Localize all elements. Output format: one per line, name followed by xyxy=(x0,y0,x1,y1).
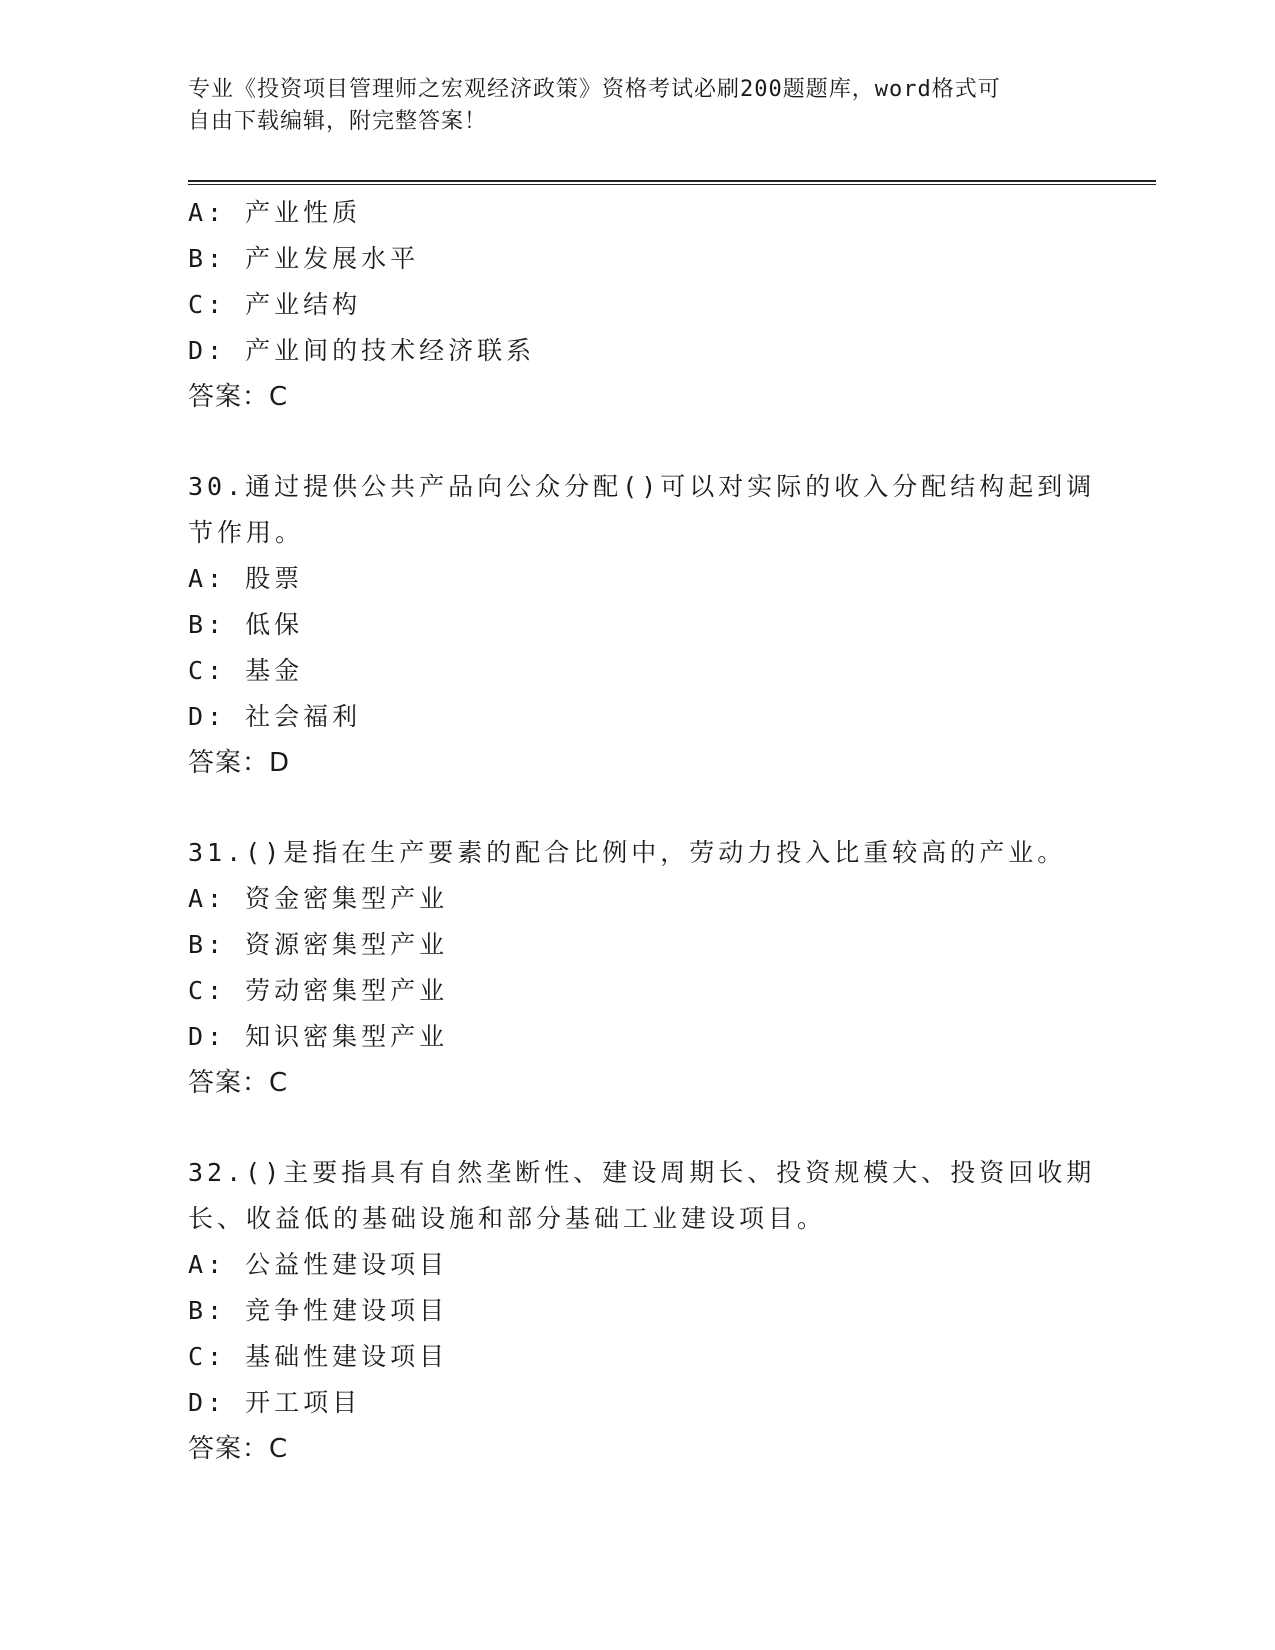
answer-line: 答案：D xyxy=(188,748,291,778)
answer-line: 答案：C xyxy=(188,382,289,412)
answer-line: 答案：C xyxy=(188,1068,289,1098)
option-b: B: 竞争性建设项目 xyxy=(188,1296,449,1325)
question-stem-line-2: 长、收益低的基础设施和部分基础工业建设项目。 xyxy=(188,1204,827,1233)
option-c: C: 基金 xyxy=(188,656,304,685)
option-d: D: 开工项目 xyxy=(188,1388,362,1417)
option-a: A: 公益性建设项目 xyxy=(188,1250,449,1279)
document-header xyxy=(188,74,1088,138)
option-c: C: 劳动密集型产业 xyxy=(188,976,449,1005)
option-b: B: 资源密集型产业 xyxy=(188,930,449,959)
option-a: A: 股票 xyxy=(188,564,304,593)
question-list xyxy=(188,190,1096,1472)
question-stem-line-1: 30.通过提供公共产品向公众分配()可以对实际的收入分配结构起到调 xyxy=(188,472,1096,501)
question-stem-line-1: 32.()主要指具有自然垄断性、建设周期长、投资规模大、投资回收期 xyxy=(188,1158,1096,1187)
question-stem-line-1: 31.()是指在生产要素的配合比例中，劳动力投入比重较高的产业。 xyxy=(188,838,1067,867)
question-block-29 xyxy=(188,190,1088,420)
option-a: A: 资金密集型产业 xyxy=(188,884,449,913)
option-c: C: 产业结构 xyxy=(188,290,362,319)
option-d: D: 知识密集型产业 xyxy=(188,1022,449,1051)
header-divider xyxy=(188,180,1156,185)
option-b: B: 产业发展水平 xyxy=(188,244,420,273)
option-a: A: 产业性质 xyxy=(188,198,362,227)
answer-line: 答案：C xyxy=(188,1434,289,1464)
question-block-31 xyxy=(188,830,1088,1106)
header-line-2: 自由下载编辑，附完整答案！ xyxy=(188,109,488,134)
option-c: C: 基础性建设项目 xyxy=(188,1342,449,1371)
question-block-32 xyxy=(188,1150,1096,1472)
option-b: B: 低保 xyxy=(188,610,304,639)
question-stem-line-2: 节作用。 xyxy=(188,518,305,547)
question-block-30 xyxy=(188,464,1096,786)
option-d: D: 社会福利 xyxy=(188,702,362,731)
header-line-1: 专业《投资项目管理师之宏观经济政策》资格考试必刷200题题库，word格式可 xyxy=(188,77,1001,102)
option-d: D: 产业间的技术经济联系 xyxy=(188,336,536,365)
